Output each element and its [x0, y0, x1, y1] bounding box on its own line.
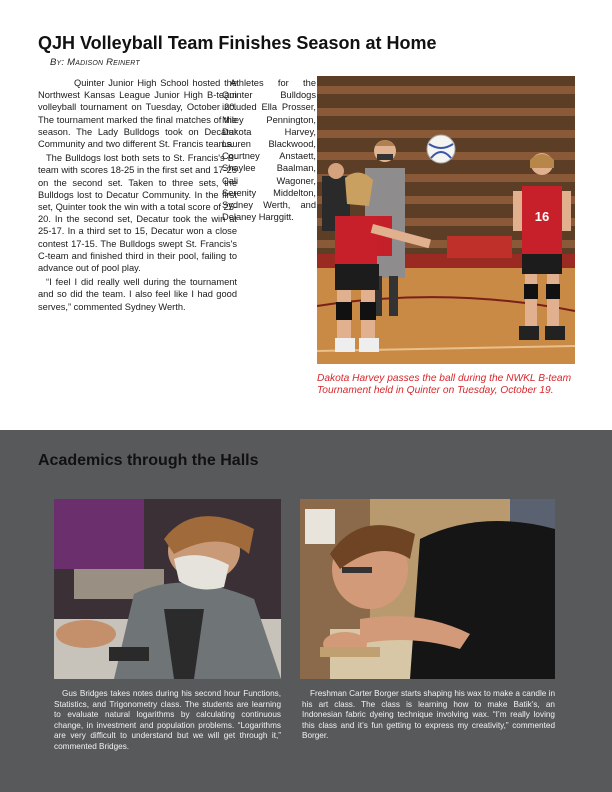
academics-title: Academics through the Halls — [38, 452, 259, 469]
article-byline: By: Madison Reinert — [50, 57, 140, 68]
article-column-2 — [222, 77, 316, 225]
article-paragraph-3: “I feel I did really well during the tournament and so did the team. I also feel like I had good serves,” commented Sydney Werth. — [38, 277, 237, 312]
volleyball-scene-illustration — [317, 76, 575, 364]
article-headline: QJH Volleyball Team Finishes Season at Home — [38, 33, 437, 53]
math-class-illustration — [54, 499, 281, 679]
article-column-1 — [38, 77, 237, 315]
gus-bridges-caption: Gus Bridges takes notes during his second hour Functions, Statistics, and Trigonometry class. The students are learning to evaluate natural logarithms by calculating continuous change, in investment and population problems. “Logarithms are very difficult to understand but we will get through it,” commented Bridges. — [54, 689, 281, 751]
academics-section — [0, 430, 612, 792]
athletes-paragraph: Athletes for the Quinter Bulldogs included Ella Prosser, Miley Pennington, Dakota Harvey, Lauren Blackwood, Courtney Anstaett, Shaylee Baalman, Cali Wagoner, Serenity Middelton, Sydney Werth, and Delaney Harggitt. — [222, 78, 316, 223]
carter-borger-photo — [300, 499, 555, 679]
article-paragraph-1: Quinter Junior High School hosted the Northwest Kansas League Junior High B-team volleyball tournament on Tuesday, October 20. The tournament marked the final matches of the season. The Lady Bulldogs took on Decatur Community and two different St. Francis teams. — [38, 78, 237, 150]
article-paragraph-2: The Bulldogs lost both sets to St. Francis's B-team with scores 18-25 in the first set and 17-25 on the second set. Taken to three sets, the Bulldogs lost to Decatur Community. In the first set, Quinter took the win with a total score of 25-20. In the second set, Decatur took the win at 25-17. In a third set to 15, Decatur won a close contest 17-15. The Bulldogs swept St. Francis's C-team and finished third in their pool, failing to advance out of pool play. — [38, 153, 237, 274]
art-class-illustration — [300, 499, 555, 679]
volleyball-photo — [317, 76, 575, 364]
jersey-number: 16 — [534, 209, 550, 224]
gus-bridges-photo — [54, 499, 281, 679]
volleyball-photo-caption: Dakota Harvey passes the ball during the NWKL B-team Tournament held in Quinter on Tuesday, October 19. — [317, 373, 572, 396]
carter-borger-caption: Freshman Carter Borger starts shaping his wax to make a candle in his art class. The class is learning how to make Batik’s, an Indonesian fabric dyeing technique involving wax. “I’m really loving this class and it’s fun getting to express my creativity,” commented Borger. — [302, 689, 555, 741]
